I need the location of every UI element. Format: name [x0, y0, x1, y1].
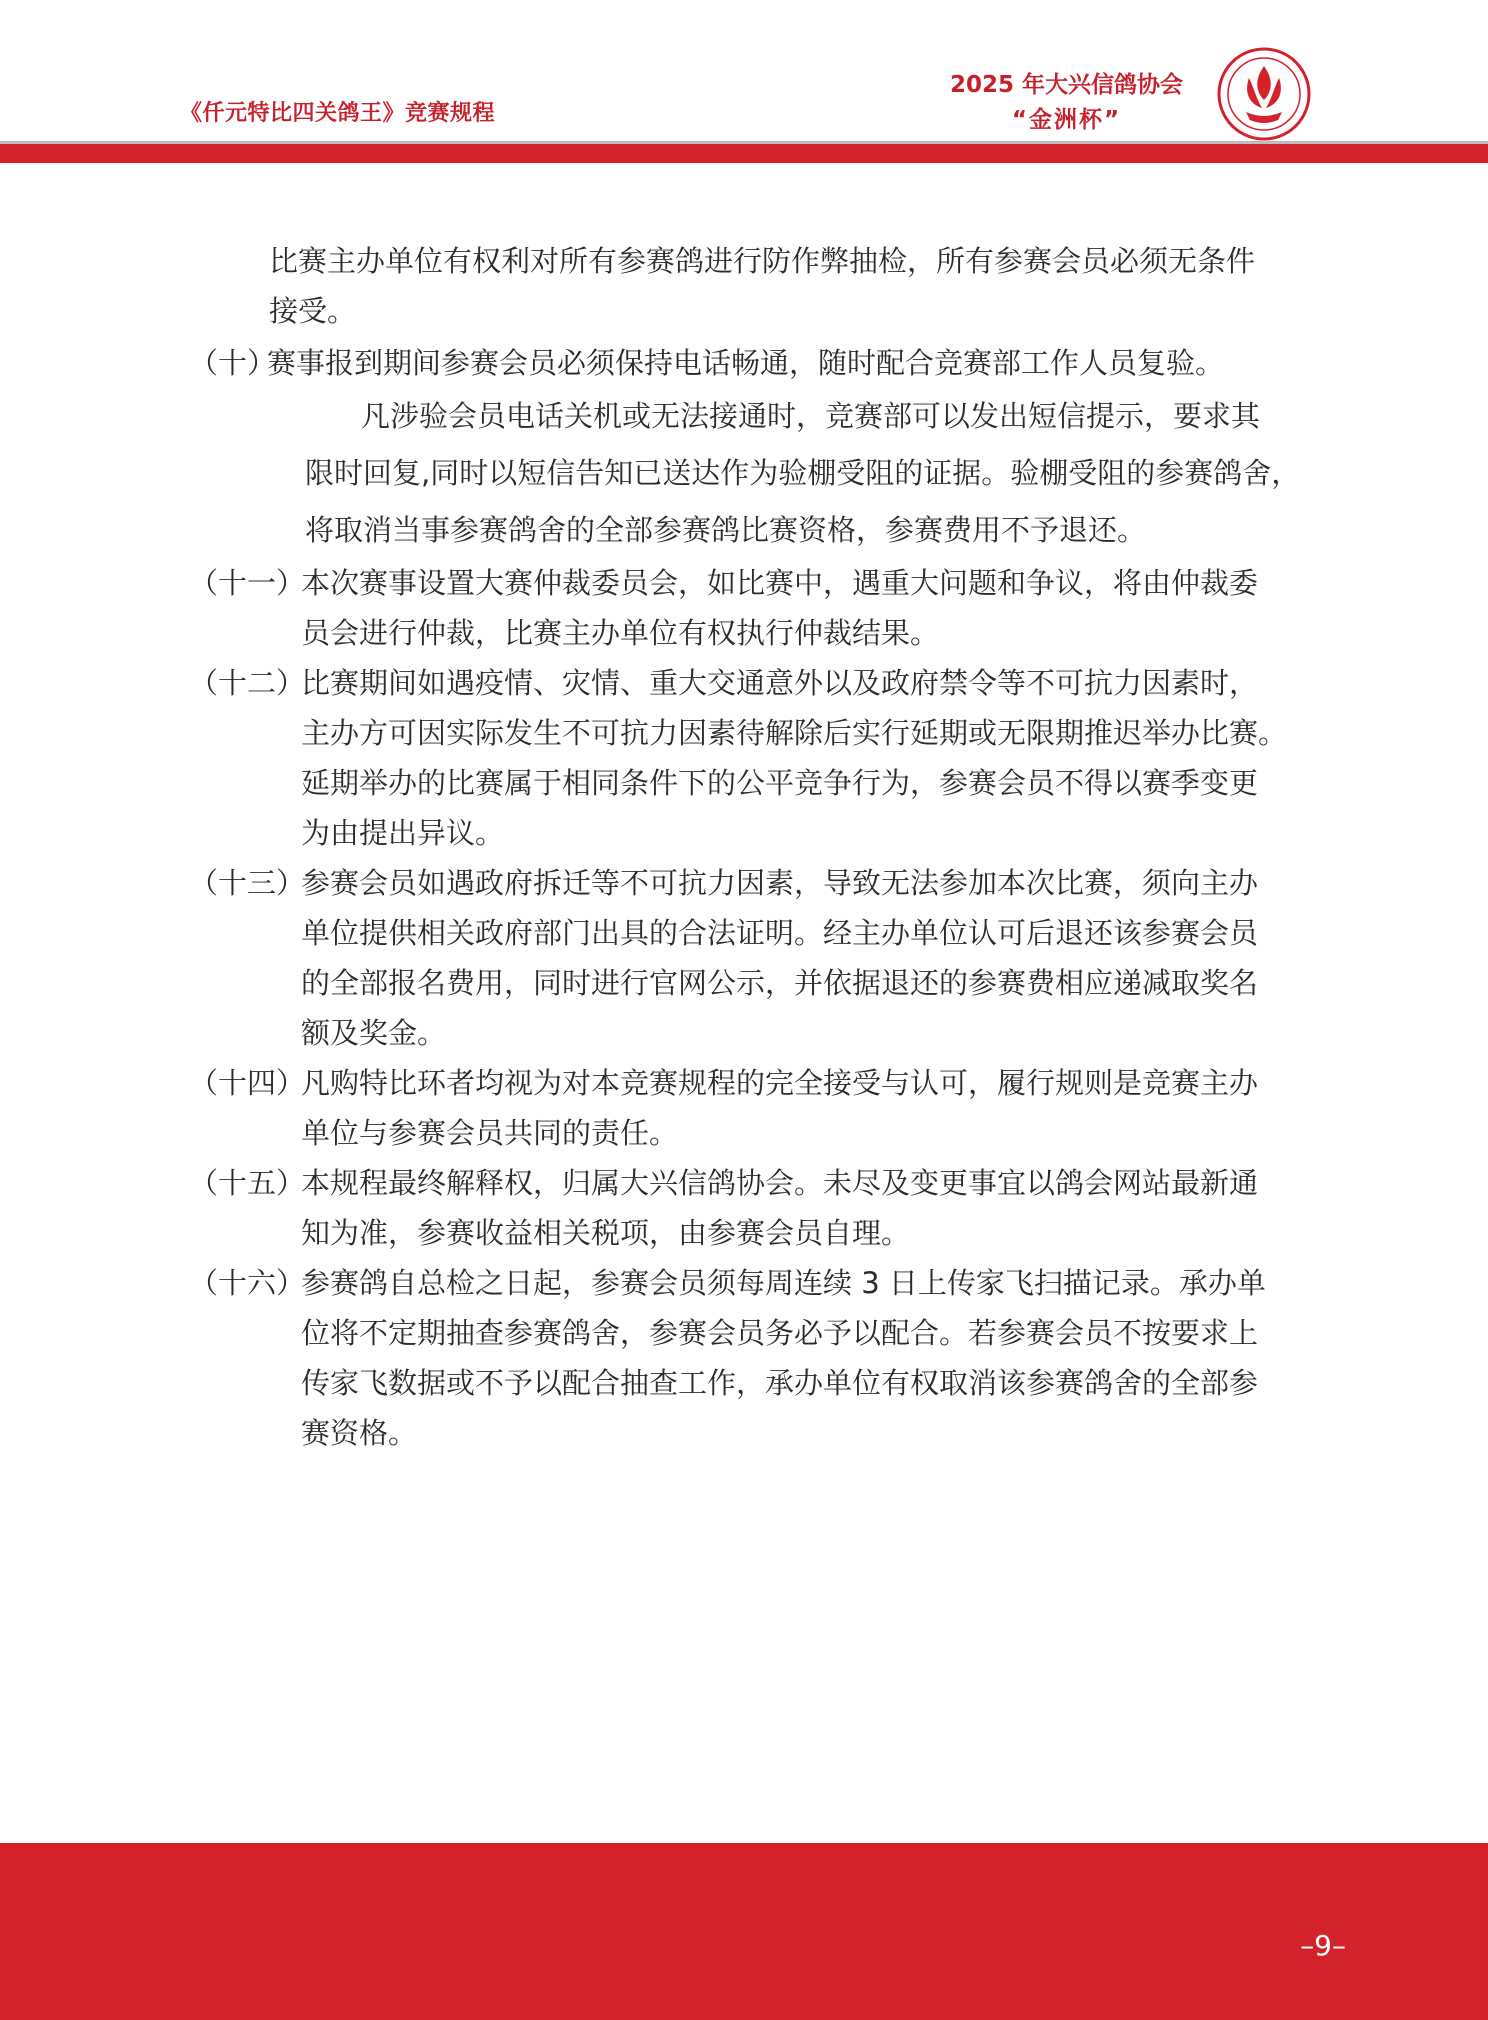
item-number-11: （十一） — [189, 566, 306, 600]
item-number-14: （十四） — [189, 1066, 306, 1100]
item-11-text: 本次赛事设置大赛仲裁委员会，如比赛中，遇重大问题和争议，将由仲裁委 员会进行仲裁，比赛主办单位有权执行仲裁结果。 — [301, 566, 1259, 650]
association-logo-icon — [1216, 46, 1312, 142]
page-header — [0, 0, 1488, 165]
item-number-10: （十） — [189, 346, 277, 380]
item-number-16: （十六） — [189, 1266, 306, 1300]
organization-block — [950, 66, 1183, 134]
item-13-text: 参赛会员如遇政府拆迁等不可抗力因素，导致无法参加本次比赛，须向主办 单位提供相关政府部门出具的合法证明。经主办单位认可后退还该参赛会员 的全部报名费用，同时进行官网公示，并依据退还的参赛费相应递减取奖名 额及奖金。 — [301, 866, 1259, 1050]
document-title: 《仟元特比四关鸽王》竞赛规程 — [180, 101, 496, 126]
item-number-12: （十二） — [189, 666, 306, 700]
intro-paragraph: 比赛主办单位有权利对所有参赛鸽进行防作弊抽检，所有参赛会员必须无条件 接受。 — [269, 244, 1256, 328]
organization-name: 2025 年大兴信鸽协会 — [949, 72, 1183, 98]
item-number-13: （十三） — [189, 866, 306, 900]
page-number: –9– — [1300, 1929, 1346, 1962]
item-10-text: 赛事报到期间参赛会员必须保持电话畅通，随时配合竞赛部工作人员复验。 — [267, 346, 1225, 380]
page-footer — [0, 1843, 1488, 2020]
item-12-text: 比赛期间如遇疫情、灾情、重大交通意外以及政府禁令等不可抗力因素时， 主办方可因实际发生不可抗力因素待解除后实行延期或无限期推迟举办比赛。 延期举办的比赛属于相同条件下的公平竞争行为，参赛会员不得以赛季变更 为由提出异议。 — [301, 666, 1288, 850]
cup-name: “金洲杯” — [1011, 107, 1122, 133]
item-16-text: 参赛鸽自总检之日起，参赛会员须每周连续 3 日上传家飞扫描记录。承办单 位将不定期抽查参赛鸽舍，参赛会员务必予以配合。若参赛会员不按要求上 传家飞数据或不予以配合抽查工作，承办单位有权取消该参赛鸽舍的全部参 赛资格。 — [301, 1266, 1266, 1450]
item-10-subparagraph: 凡涉验会员电话关机或无法接通时，竞赛部可以发出短信提示，要求其 限时回复,同时以短信告知已送达作为验棚受阻的证据。验棚受阻的参赛鸽舍， 将取消当事参赛鸽舍的全部参赛鸽比赛资格，参赛费用不予退还。 — [305, 399, 1301, 547]
item-15-text: 本规程最终解释权，归属大兴信鸽协会。未尽及变更事宜以鸽会网站最新通 知为准，参赛收益相关税项，由参赛会员自理。 — [301, 1166, 1259, 1250]
item-number-15: （十五） — [189, 1166, 306, 1200]
header-red-band — [0, 144, 1488, 163]
item-14-text: 凡购特比环者均视为对本竞赛规程的完全接受与认可，履行规则是竞赛主办 单位与参赛会员共同的责任。 — [301, 1066, 1259, 1150]
